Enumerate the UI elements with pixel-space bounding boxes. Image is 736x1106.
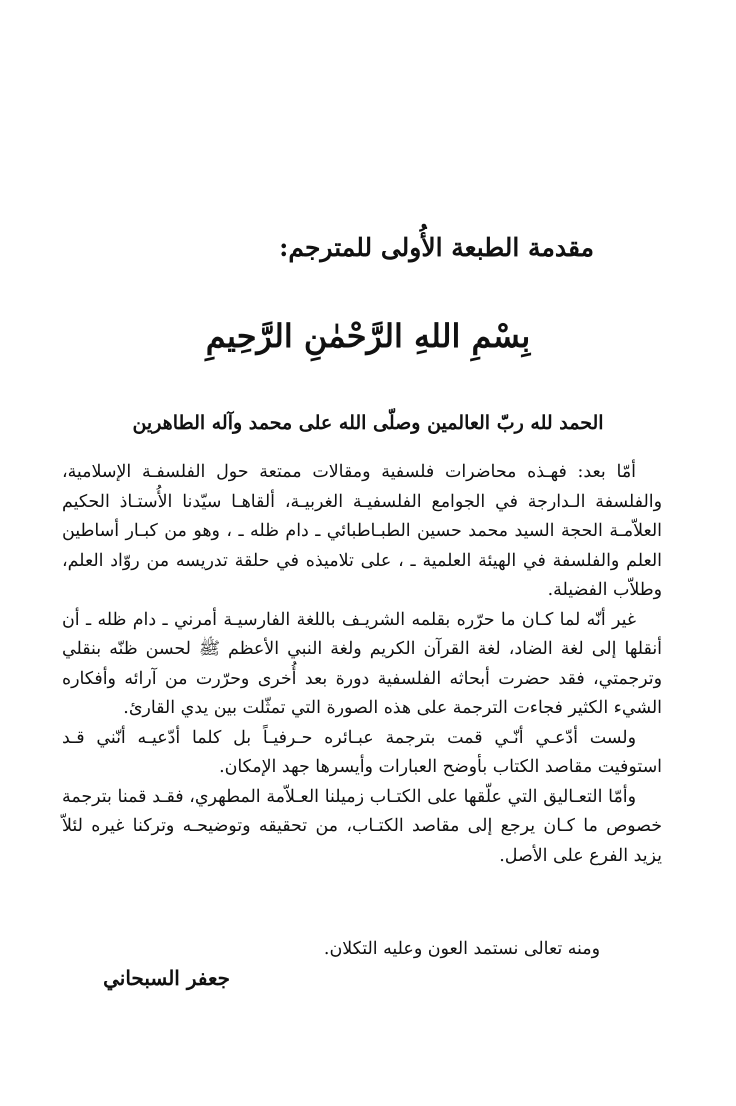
body-text: [62, 458, 662, 871]
paragraph: وأمّا التعـاليق التي علّقها على الكتـاب زميلنا العـلاّمة المطهري، فقـد قمنا بترجمة خصوص ما كـان يرجع إلى مقاصد الكتـاب، من تحقيقه وتوضيحـه وتركنا غيره لئلاّ يزيد الفرع على الأصل.: [62, 786, 662, 866]
section-heading: مقدمة الطبعة الأُولى للمترجم:: [279, 233, 594, 262]
praise-line: الحمد لله ربّ العالمين وصلّى الله على محمد وآله الطاهرين: [132, 412, 604, 434]
closing-line: ومنه تعالى نستمد العون وعليه التكلان.: [323, 939, 600, 959]
basmala-calligraphy: بِسْمِ اللهِ الرَّحْمٰنِ الرَّحِيمِ: [205, 317, 531, 355]
paragraph: أمّا بعد: فهـذه محاضرات فلسفية ومقالات ممتعة حول الفلسفـة الإسلامية، والفلسفة الـدارجة في الجوامع الفلسفيـة الغربيـة، ألقاهـا سيّدنا الأُستـاذ الحكيم العلاّمـة الحجة السيد محمد حسين الطبـاطبائي ـ دام ظله ـ ، وهو من كبـار أساطين العلم والفلسفة في الهيئة العلمية ـ ، على تلاميذه في حلقة تدريسه من روّاد العلم، وطلاّب الفضيلة.: [62, 462, 662, 600]
author-signature: جعفر السبحاني: [103, 966, 230, 990]
paragraph: غير أنّه لما كـان ما حرّره بقلمه الشريـف باللغة الفارسيـة أمرني ـ دام ظله ـ أن أنقلها إلى لغة الضاد، لغة القرآن الكريم ولغة النبي الأعظم ﷺ لحسن ظنّه بنقلي وترجمتي، فقد حضرت أبحاثه الفلسفية دورة بعد أُخرى وحرّرت من آرائه وأفكاره الشيء الكثير فجاءت الترجمة على هذه الصورة التي تمثّلت بين يدي القارئ.: [62, 609, 662, 718]
paragraph: ولست أدّعـي أنّـي قمت بترجمة عبـائره حـرفيـاً بل كلما أدّعيـه أنّني قـد استوفيت مقاصد الكتاب بأوضح العبارات وأيسرها جهد الإمكان.: [62, 727, 662, 777]
